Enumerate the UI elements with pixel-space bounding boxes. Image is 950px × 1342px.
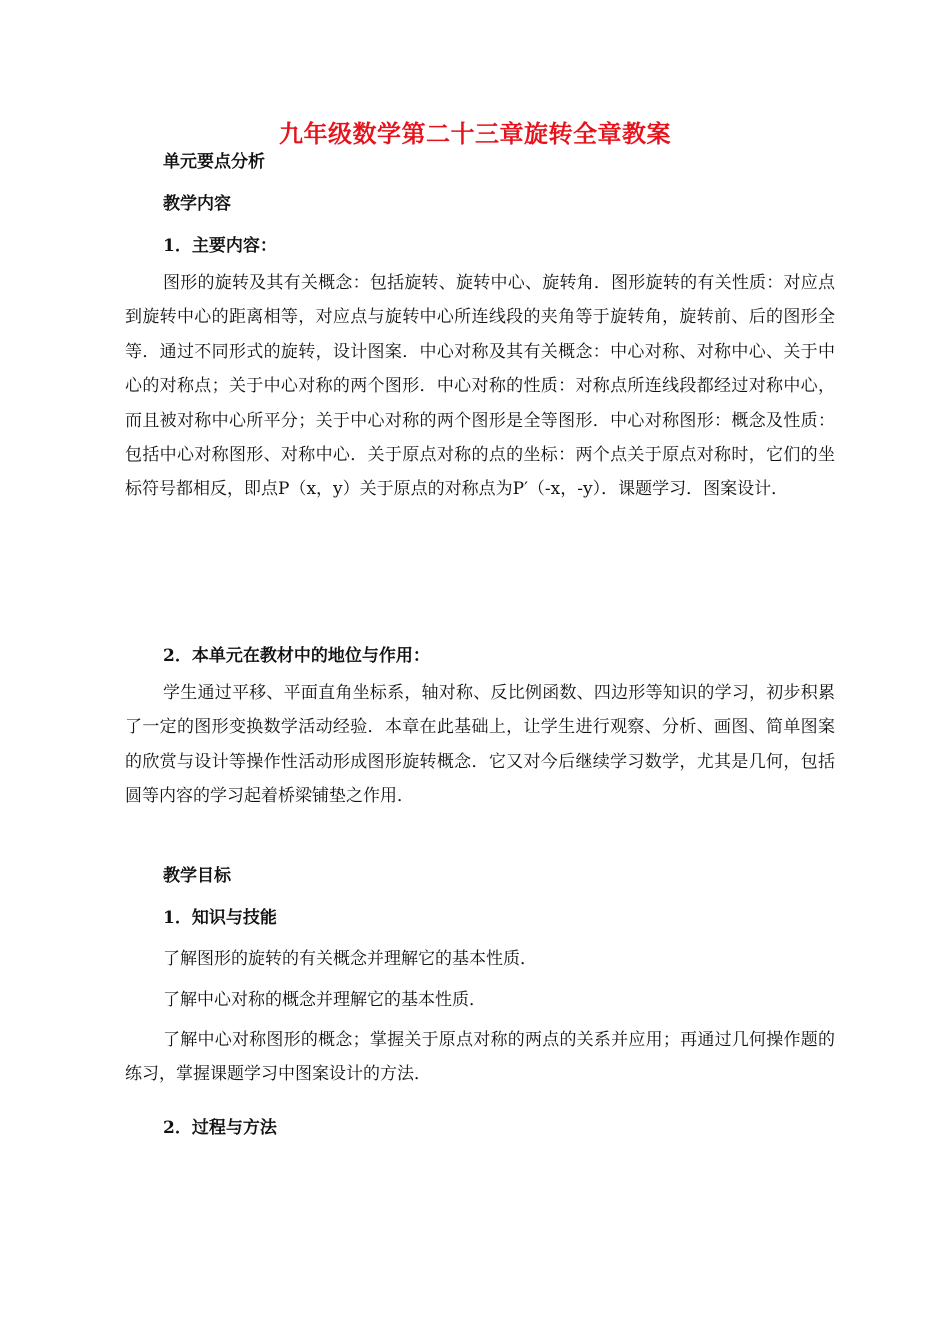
heading-knowledge: 1．知识与技能 — [163, 908, 277, 928]
heading-teaching-content: 教学内容 — [163, 194, 231, 214]
paragraph-main-content: 图形的旋转及其有关概念：包括旋转、旋转中心、旋转角．图形旋转的有关性质：对应点到旋转中心的距离相等，对应点与旋转中心所连线段的夹角等于旋转角，旋转前、后的图形全等．通过不同形式的旋转，设计图案．中心对称及其有关概念：中心对称、对称中心、关于中心的对称点；关于中心对称的两个图形．中心对称的性质：对称点所连线段都经过对称中心，而且被对称中心所平分；关于中心对称的两个图形是全等图形．中心对称图形：概念及性质：包括中心对称图形、对称中心．关于原点对称的点的坐标：两个点关于原点对称时，它们的坐标符号都相反，即点P（x，y）关于原点的对称点为P′（-x，-y）．课题学习．图案设计． — [125, 273, 835, 500]
heading-main-content: 1．主要内容： — [163, 236, 277, 256]
heading-objectives: 教学目标 — [163, 866, 231, 886]
knowledge-line-1: 了解图形的旋转的有关概念并理解它的基本性质． — [163, 949, 537, 969]
heading-unit-analysis: 单元要点分析 — [163, 152, 265, 172]
heading-process: 2．过程与方法 — [163, 1118, 277, 1138]
paragraph-role: 学生通过平移、平面直角坐标系，轴对称、反比例函数、四边形等知识的学习，初步积累了一定的图形变换数学活动经验．本章在此基础上，让学生进行观察、分析、画图、简单图案的欣赏与设计等操作性活动形成图形旋转概念．它又对今后继续学习数学，尤其是几何，包括圆等内容的学习起着桥梁铺垫之作用． — [125, 683, 835, 807]
document-title: 九年级数学第二十三章旋转全章教案 — [279, 119, 671, 148]
heading-role: 2．本单元在教材中的地位与作用： — [163, 646, 430, 666]
knowledge-line-2: 了解中心对称的概念并理解它的基本性质． — [163, 990, 486, 1010]
paragraph-knowledge: 了解中心对称图形的概念；掌握关于原点对称的两点的关系并应用；再通过几何操作题的练习，掌握课题学习中图案设计的方法． — [125, 1030, 835, 1085]
